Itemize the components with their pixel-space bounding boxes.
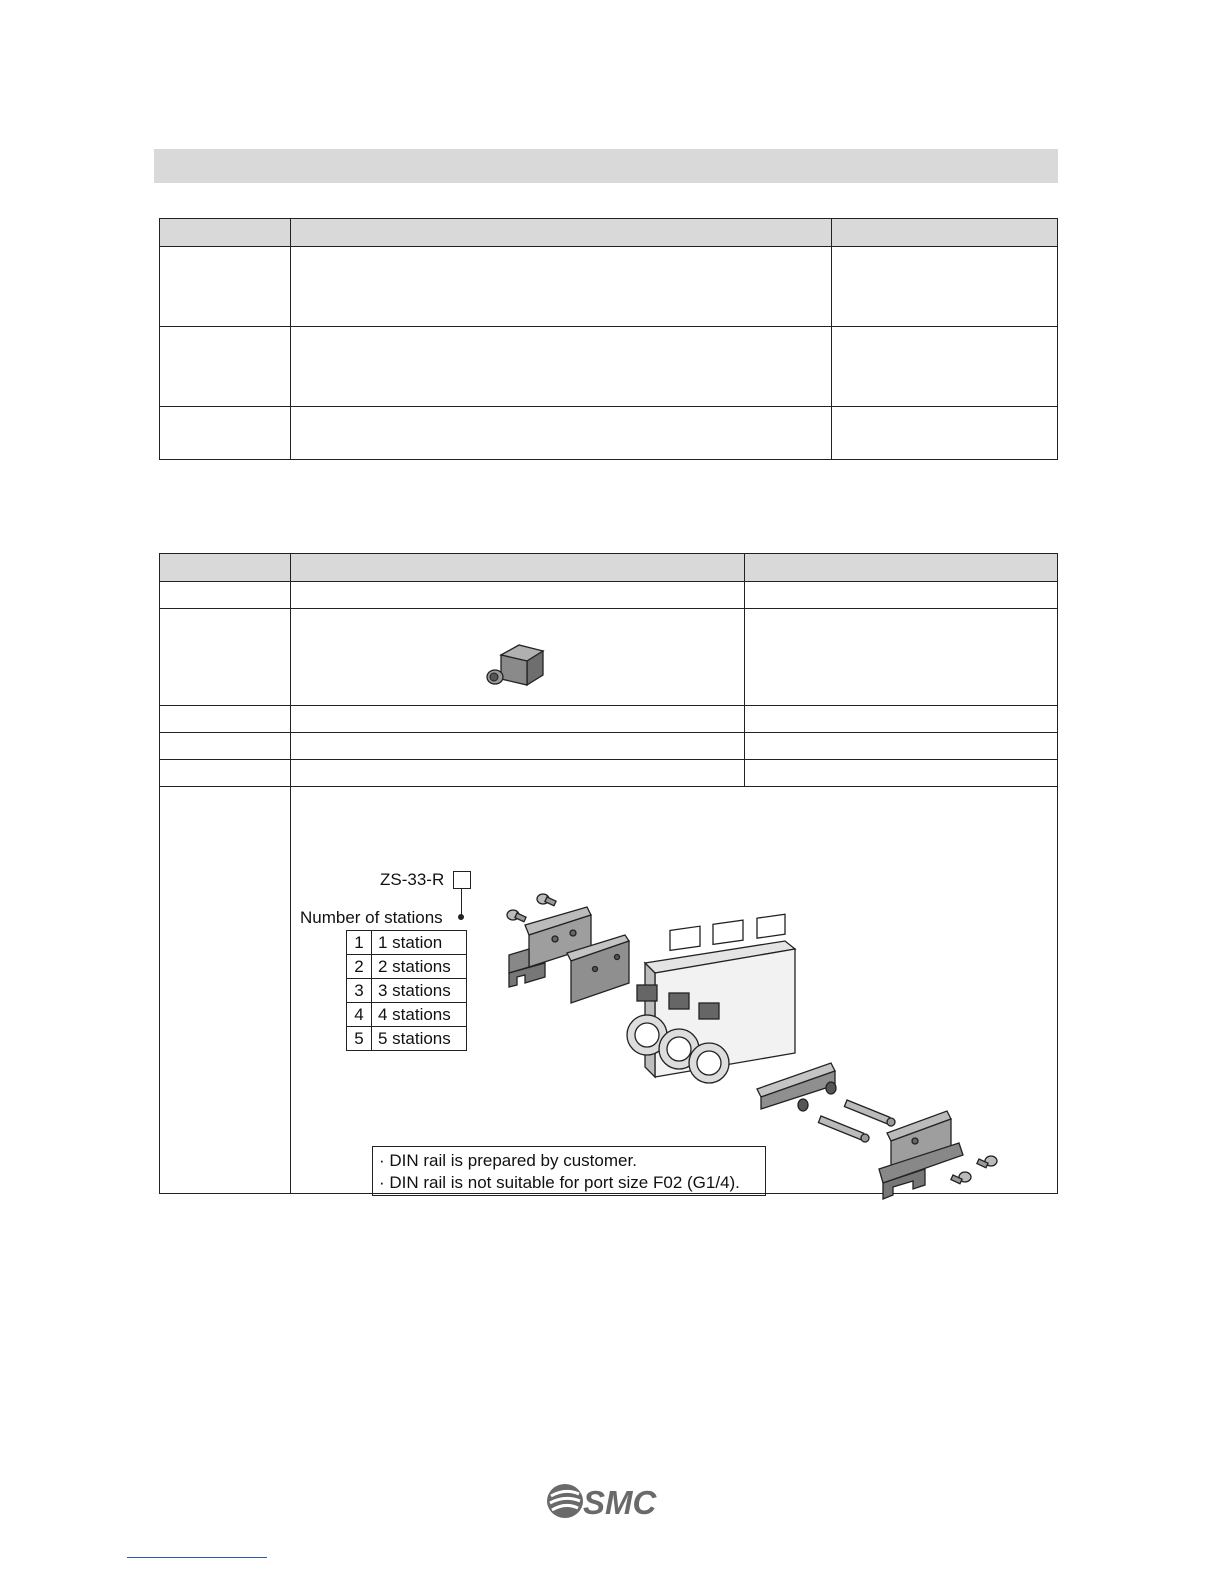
table-cell xyxy=(745,582,1058,609)
table-cell xyxy=(291,760,745,787)
table-cell xyxy=(291,706,745,733)
station-label: 5 stations xyxy=(372,1027,467,1051)
stations-table xyxy=(346,930,467,1051)
screw-icon xyxy=(977,1156,997,1168)
footer-line xyxy=(127,1557,267,1558)
table-row xyxy=(347,931,467,955)
screw-icon xyxy=(507,910,526,922)
table-cell xyxy=(291,247,832,327)
table-cell-connector xyxy=(291,609,745,706)
table-row xyxy=(160,609,1058,706)
table-cell xyxy=(160,609,291,706)
header-cell xyxy=(832,219,1058,247)
screw-icon xyxy=(537,894,556,906)
table-row xyxy=(347,979,467,1003)
table-row xyxy=(347,955,467,979)
table-row xyxy=(160,582,1058,609)
station-num: 5 xyxy=(347,1027,372,1051)
header-cell xyxy=(291,554,745,582)
table-row xyxy=(160,706,1058,733)
header-cell xyxy=(160,219,291,247)
table-cell xyxy=(745,733,1058,760)
table-cell xyxy=(291,327,832,407)
table-cell xyxy=(832,407,1058,460)
station-num: 4 xyxy=(347,1003,372,1027)
header-cell xyxy=(160,554,291,582)
table-cell xyxy=(160,407,291,460)
table-cell xyxy=(291,407,832,460)
table-cell xyxy=(745,609,1058,706)
table-cell xyxy=(160,247,291,327)
station-num: 1 xyxy=(347,931,372,955)
station-label: 3 stations xyxy=(372,979,467,1003)
table-cell xyxy=(291,733,745,760)
smc-logo-text: SMC xyxy=(583,1484,657,1521)
table-row xyxy=(347,1027,467,1051)
header-cell xyxy=(291,219,832,247)
header-cell xyxy=(745,554,1058,582)
screw-icon xyxy=(951,1172,971,1184)
table-cell xyxy=(832,327,1058,407)
table-row xyxy=(160,327,1058,407)
table-cell xyxy=(291,582,745,609)
leader-dot xyxy=(458,914,464,920)
table-row xyxy=(347,1003,467,1027)
smc-logo-icon xyxy=(547,1484,583,1518)
table-header-row xyxy=(160,219,1058,247)
note-box xyxy=(372,1146,766,1196)
table-cell xyxy=(832,247,1058,327)
table-cell xyxy=(160,733,291,760)
port-icon xyxy=(689,1043,729,1083)
table-cell xyxy=(745,706,1058,733)
station-num: 2 xyxy=(347,955,372,979)
station-label: 2 stations xyxy=(372,955,467,979)
table-cell xyxy=(160,760,291,787)
stations-label: Number of stations xyxy=(300,908,443,927)
station-label: 1 station xyxy=(372,931,467,955)
table-cell xyxy=(160,787,291,1194)
connector-image xyxy=(483,641,553,697)
table-header-row xyxy=(160,554,1058,582)
note-line: · DIN rail is not suitable for port size F02 (G1/4). xyxy=(379,1173,740,1192)
station-label: 4 stations xyxy=(372,1003,467,1027)
model-code: ZS-33-R xyxy=(380,870,445,889)
table-row xyxy=(160,247,1058,327)
table-row xyxy=(160,733,1058,760)
note-line: · DIN rail is prepared by customer. xyxy=(379,1151,637,1170)
section-title-bar xyxy=(154,149,1058,183)
spec-table-1 xyxy=(159,218,1058,460)
table-row xyxy=(160,407,1058,460)
smc-logo xyxy=(545,1480,670,1522)
table-cell xyxy=(160,582,291,609)
table-cell xyxy=(160,327,291,407)
leader-line xyxy=(461,889,462,915)
station-num: 3 xyxy=(347,979,372,1003)
table-row xyxy=(160,760,1058,787)
table-cell xyxy=(160,706,291,733)
table-cell xyxy=(745,760,1058,787)
model-code-box xyxy=(453,871,471,889)
